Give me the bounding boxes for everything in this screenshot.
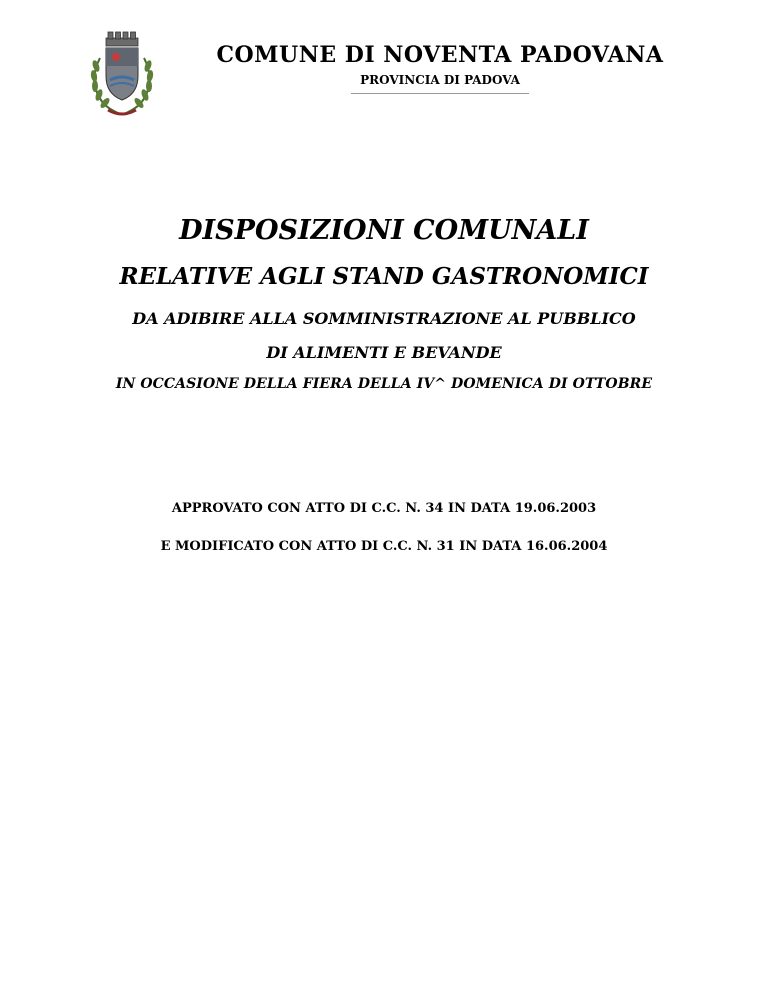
- municipal-coat-of-arms-icon: [86, 28, 158, 118]
- document-subtitle: RELATIVE AGLI STAND GASTRONOMICI: [119, 263, 649, 290]
- letterhead: [180, 42, 700, 94]
- title-line-5: IN OCCASIONE DELLA FIERA DELLA IV^ DOMENICA DI OTTOBRE: [115, 376, 653, 392]
- document-title: DISPOSIZIONI COMUNALI: [179, 215, 589, 246]
- header-divider: [351, 93, 529, 94]
- province-name: PROVINCIA DI PADOVA: [360, 73, 520, 87]
- municipality-name: COMUNE DI NOVENTA PADOVANA: [216, 42, 664, 68]
- approval-line-1: APPROVATO CON ATTO DI C.C. N. 34 IN DATA 19.06.2003: [171, 501, 597, 516]
- approval-line-2: E MODIFICATO CON ATTO DI C.C. N. 31 IN DATA 16.06.2004: [160, 539, 608, 554]
- title-line-3: DA ADIBIRE ALLA SOMMINISTRAZIONE AL PUBBLICO: [132, 309, 636, 328]
- title-line-4: DI ALIMENTI E BEVANDE: [266, 343, 502, 362]
